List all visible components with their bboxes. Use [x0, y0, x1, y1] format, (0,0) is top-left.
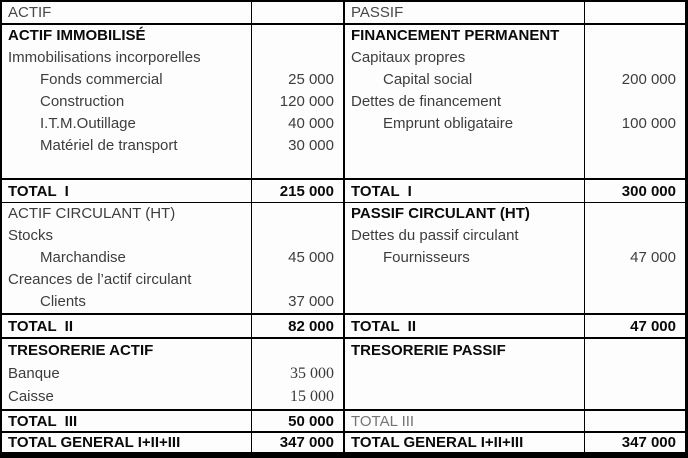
- actif-header-cell: [2, 2, 252, 23]
- row-label: Marchandise: [40, 249, 126, 266]
- section-title: ACTIF CIRCULANT (HT): [8, 205, 176, 222]
- empty-line: [252, 339, 343, 362]
- passif-tresorerie-labels: [345, 337, 585, 409]
- row-label: Capitaux propres: [351, 49, 466, 66]
- row-label: Stocks: [8, 227, 54, 244]
- empty-line: [585, 203, 685, 225]
- passif-permanent-labels: [345, 23, 585, 178]
- passif-circulant-labels: [345, 202, 585, 313]
- row-label: Fonds commercial: [40, 71, 163, 88]
- row-label: Dettes de financement: [351, 93, 502, 110]
- passif-total1-label: TOTAL I: [345, 178, 585, 202]
- row-value: 100 000: [621, 115, 676, 132]
- actif-total1-value: 215 000: [252, 178, 345, 202]
- row-label: Matériel de transport: [40, 137, 178, 154]
- empty-line: [585, 25, 685, 47]
- actif-circulant-values: [252, 202, 345, 313]
- actif-total-general-value: 347 000: [252, 431, 345, 452]
- passif-circulant-values: [585, 202, 685, 313]
- row-value: 37 000: [288, 293, 334, 310]
- row-value: 47 000: [630, 249, 676, 266]
- actif-total3-value: 50 000: [252, 409, 345, 431]
- row-value: 15 000: [290, 388, 334, 405]
- row-value: [585, 47, 685, 69]
- row-label: Creances de l’actif circulant: [8, 271, 192, 288]
- passif-tresorerie-values: [585, 337, 685, 409]
- row-label: Construction: [40, 93, 125, 110]
- actif-tresorerie-labels: [2, 337, 252, 409]
- passif-total3-value: [585, 409, 685, 431]
- row-label: Caisse: [8, 388, 54, 405]
- row-value: [585, 91, 685, 113]
- row-value: 25 000: [288, 71, 334, 88]
- section-title: TRESORERIE ACTIF: [8, 342, 154, 359]
- passif-header: PASSIF: [351, 4, 404, 21]
- passif-permanent-values: [585, 23, 685, 178]
- passif-total2-value: 47 000: [585, 313, 685, 337]
- actif-header: ACTIF: [8, 4, 52, 21]
- row-value: 120 000: [279, 93, 334, 110]
- row-value: 40 000: [288, 115, 334, 132]
- actif-immobilise-labels: [2, 23, 252, 178]
- balance-sheet-grid: [2, 2, 685, 452]
- row-label: Banque: [8, 365, 60, 382]
- empty-line: [252, 25, 343, 47]
- actif-total-general-label: TOTAL GENERAL I+II+III: [2, 431, 252, 452]
- actif-total1-label: TOTAL I: [2, 178, 252, 202]
- row-value: [585, 225, 685, 247]
- row-value: 35 000: [290, 365, 334, 382]
- row-value: [252, 225, 343, 247]
- row-value: 45 000: [288, 249, 334, 266]
- passif-header-value-cell: [585, 2, 685, 23]
- passif-total1-value: 300 000: [585, 178, 685, 202]
- actif-total2-label: TOTAL II: [2, 313, 252, 337]
- row-label: Capital social: [383, 71, 473, 88]
- actif-tresorerie-values: [252, 337, 345, 409]
- actif-circulant-labels: [2, 202, 252, 313]
- row-label: I.T.M.Outillage: [40, 115, 136, 132]
- passif-total-general-label: TOTAL GENERAL I+II+III: [345, 431, 585, 452]
- passif-total2-label: TOTAL II: [345, 313, 585, 337]
- section-title: FINANCEMENT PERMANENT: [351, 27, 560, 44]
- passif-header-cell: [345, 2, 585, 23]
- row-value: 30 000: [288, 137, 334, 154]
- passif-total-general-value: 347 000: [585, 431, 685, 452]
- row-label: Dettes du passif circulant: [351, 227, 519, 244]
- row-value: [252, 47, 343, 69]
- actif-immobilise-values: [252, 23, 345, 178]
- row-label: Emprunt obligataire: [383, 115, 514, 132]
- row-label: Clients: [40, 293, 86, 310]
- section-title: TRESORERIE PASSIF: [351, 342, 506, 359]
- actif-total3-label: TOTAL III: [2, 409, 252, 431]
- empty-line: [252, 203, 343, 225]
- section-title: PASSIF CIRCULANT (HT): [351, 205, 530, 222]
- row-value: [252, 269, 343, 291]
- row-value: 200 000: [621, 71, 676, 88]
- actif-header-value-cell: [252, 2, 345, 23]
- passif-total3-label: TOTAL III: [345, 409, 585, 431]
- actif-total2-value: 82 000: [252, 313, 345, 337]
- row-label: Immobilisations incorporelles: [8, 49, 201, 66]
- row-label: Fournisseurs: [383, 249, 470, 266]
- section-title: ACTIF IMMOBILISÉ: [8, 27, 146, 44]
